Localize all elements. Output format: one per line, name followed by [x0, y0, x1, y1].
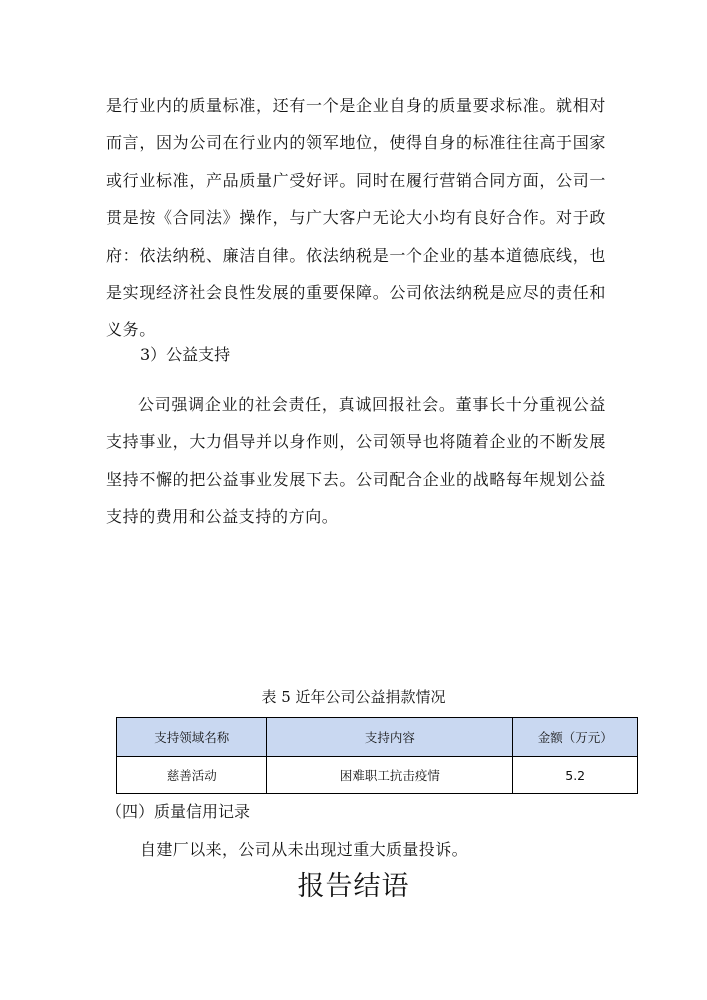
body-paragraph-2: 公司强调企业的社会责任，真诚回报社会。董事长十分重视公益支持事业，大力倡导并以身作则，公司领导也将随着企业的不断发展坚持不懈的把公益事业发展下去。公司配合企业的战略每年规划公益支持的费用和公益支持的方向。 [106, 395, 606, 527]
report-conclusion-title: 报告结语 [297, 871, 410, 902]
section-heading-quality-credit: （四）质量信用记录 [106, 802, 251, 821]
body-paragraph-1: 是行业内的质量标准，还有一个是企业自身的质量要求标准。就相对而言，因为公司在行业内的领军地位，使得自身的标准往往高于国家或行业标准，产品质量广受好评。同时在履行营销合同方面，公司一贯是按《合同法》操作，与广大客户无论大小均有良好合作。对于政府：依法纳税、廉洁自律。依法纳税是一个企业的基本道德底线，也是实现经济社会良性发展的重要保障。公司依法纳税是应尽的责任和义务。 [106, 96, 606, 340]
column-header-amount: 金额（万元） [513, 718, 638, 757]
cell-field: 慈善活动 [117, 757, 267, 794]
subheading-public-welfare: 3）公益支持 [140, 345, 231, 364]
table-row [117, 757, 638, 794]
column-header-field: 支持领域名称 [117, 718, 267, 757]
donation-table [116, 717, 638, 794]
cell-amount: 5.2 [513, 757, 638, 794]
cell-content: 困难职工抗击疫情 [267, 757, 513, 794]
body-paragraph-3: 自建厂以来，公司从未出现过重大质量投诉。 [140, 840, 469, 859]
column-header-content: 支持内容 [267, 718, 513, 757]
table-caption: 表 5 近年公司公益捐款情况 [261, 688, 446, 706]
table-header-row [117, 718, 638, 757]
